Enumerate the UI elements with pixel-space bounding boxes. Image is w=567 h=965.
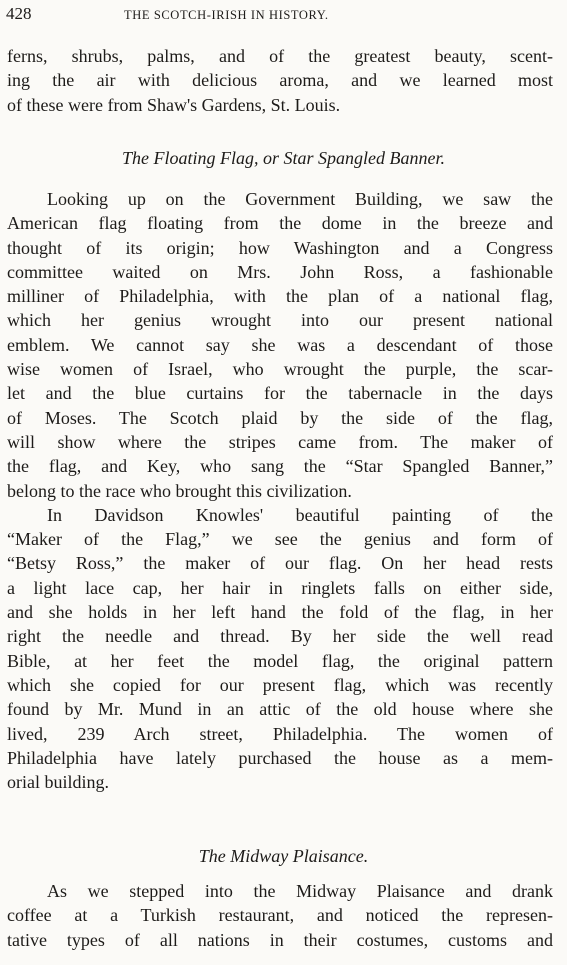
text-line: of these were from Shaw's Gardens, St. Louis. — [7, 94, 341, 115]
paragraph-ferns — [7, 44, 553, 117]
text-line: milliner of Philadelphia, with the plan of a national flag, — [7, 286, 553, 307]
paragraphs-flag — [7, 187, 553, 794]
text-line: coffee at a Turkish restaurant, and noticed the represen- — [7, 905, 553, 926]
text-line: which she copied for our present flag, which was recently — [7, 674, 553, 695]
text-line: orial building. — [7, 772, 109, 793]
section-heading-midway: The Midway Plaisance. — [198, 846, 369, 866]
text-line: tative types of all nations in their costumes, customs and — [7, 929, 553, 950]
section-heading-floating-flag: The Floating Flag, or Star Spangled Banner. — [122, 148, 445, 168]
text-line: Bible, at her feet the model flag, the original pattern — [7, 650, 553, 671]
text-line: wise women of Israel, who wrought the purple, the scar- — [7, 359, 553, 380]
page-header — [6, 4, 558, 26]
text-line: committee waited on Mrs. John Ross, a fashionable — [7, 261, 553, 282]
text-line: which her genius wrought into our present national — [7, 310, 553, 331]
text-line: the flag, and Key, who sang the “Star Spangled Banner,” — [7, 456, 553, 477]
text-line: ferns, shrubs, palms, and of the greatest beauty, scent- — [7, 46, 553, 66]
paragraph-midway — [7, 879, 553, 952]
text-line: lived, 239 Arch street, Philadelphia. The women of — [7, 723, 553, 744]
text-line: American flag floating from the dome in the breeze and — [7, 213, 553, 234]
text-line: will show where the stripes came from. The maker of — [7, 431, 553, 452]
text-line: emblem. We cannot say she was a descendant of those — [7, 334, 553, 355]
text-line: ing the air with delicious aroma, and we learned most — [7, 70, 553, 91]
text-line: In Davidson Knowles' beautiful painting of the — [47, 504, 553, 525]
text-line: “Betsy Ross,” the maker of our flag. On her head rests — [7, 553, 553, 574]
text-line: Looking up on the Government Building, we saw the — [47, 189, 553, 209]
text-line: As we stepped into the Midway Plaisance and drank — [47, 881, 553, 901]
text-line: thought of its origin; how Washington and a Congress — [7, 237, 553, 258]
text-line: let and the blue curtains for the tabernacle in the days — [7, 383, 553, 404]
running-head: THE SCOTCH-IRISH IN HISTORY. — [124, 8, 329, 22]
text-line: belong to the race who brought this civilization. — [7, 480, 352, 501]
text-line: and she holds in her left hand the fold of the flag, in her — [7, 602, 553, 623]
text-line: Philadelphia have lately purchased the house as a mem- — [7, 747, 553, 768]
text-line: “Maker of the Flag,” we see the genius and form of — [7, 529, 553, 550]
text-line: of Moses. The Scotch plaid by the side of the flag, — [7, 407, 553, 428]
page-number: 428 — [6, 4, 32, 23]
text-line: a light lace cap, her hair in ringlets falls on either side, — [7, 577, 553, 598]
text-line: found by Mr. Mund in an attic of the old house where she — [7, 699, 553, 720]
text-line: right the needle and thread. By her side the well read — [7, 626, 553, 647]
